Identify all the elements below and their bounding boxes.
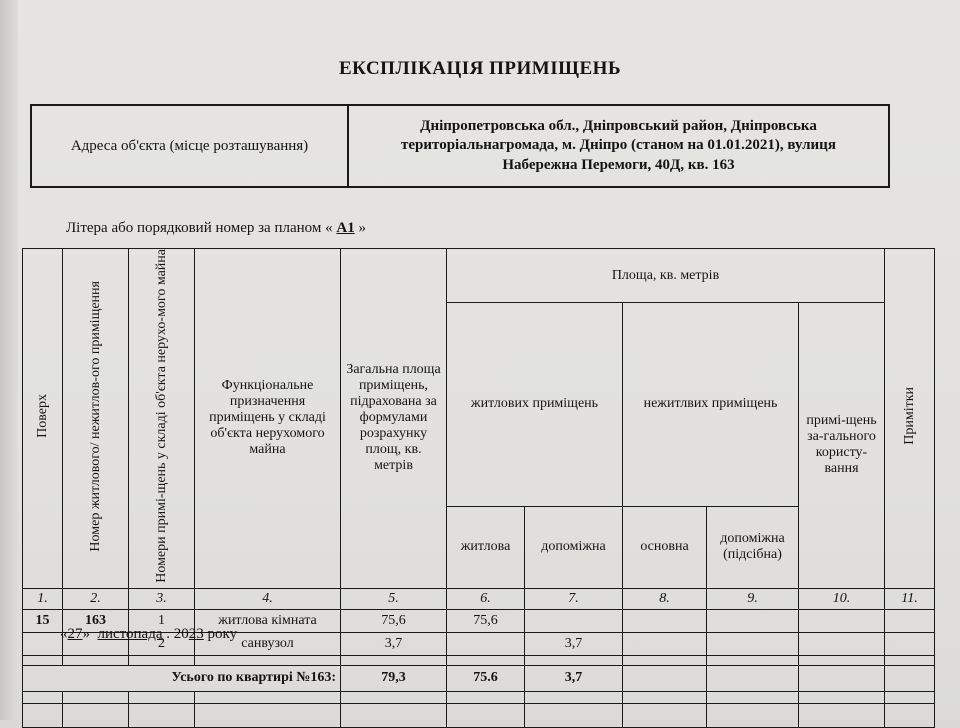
- col-num: 1.: [23, 588, 63, 609]
- header-auxiliary: допоміжна: [525, 506, 623, 588]
- col-num: 10.: [799, 588, 885, 609]
- date-month: листопада: [97, 626, 163, 642]
- cell-aux: 3,7: [525, 632, 623, 655]
- col-num: 11.: [885, 588, 935, 609]
- date-word: року: [207, 626, 238, 642]
- table-row: [23, 703, 935, 727]
- table-row: [23, 691, 935, 703]
- litera-value: А1: [336, 220, 355, 236]
- header-aux-sub: допоміжна (підсібна): [707, 506, 799, 588]
- col-num: 9.: [707, 588, 799, 609]
- header-floor: Поверх: [23, 249, 63, 589]
- cell-living: 75,6: [447, 609, 525, 632]
- cell-total: 75,6: [341, 609, 447, 632]
- cell-room: 2: [129, 632, 195, 655]
- header-main: основна: [623, 506, 707, 588]
- cell-room: 1: [129, 609, 195, 632]
- totals-row: [23, 665, 935, 691]
- header-total-area: Загальна площа приміщень, підрахована за формулами розрахунку площ, кв. метрів: [341, 249, 447, 589]
- col-num: 2.: [63, 588, 129, 609]
- totals-living: 75.6: [447, 665, 525, 691]
- header-notes: Примітки: [885, 249, 935, 589]
- explication-table: [22, 248, 935, 728]
- date-day: 27: [67, 626, 83, 642]
- table-row: [23, 655, 935, 665]
- document-date: «27» листопада . 2023 року: [60, 626, 238, 642]
- header-function: Функціональне призначення приміщень у складі об'єкта нерухомого майна: [195, 249, 341, 589]
- header-room-numbers: Номери примі-щень у складі об'єкта нерухо-мого майна: [129, 249, 195, 589]
- col-num: 5.: [341, 588, 447, 609]
- address-line-3: Набережна Перемоги, 40Д, кв. 163: [502, 156, 735, 173]
- address-label: Адреса об'єкта (місце розташування): [32, 106, 349, 186]
- header-residential: житлових приміщень: [447, 303, 623, 507]
- document-title: ЕКСПЛІКАЦІЯ ПРИМІЩЕНЬ: [338, 58, 622, 79]
- header-common: примі-щень за-гального користу-вання: [799, 303, 885, 589]
- address-line-1: Дніпропетровська обл., Дніпровський район, Дніпровська: [420, 117, 817, 134]
- cell-living: [447, 632, 525, 655]
- col-num: 6.: [447, 588, 525, 609]
- address-value: [349, 106, 888, 186]
- col-num: 4.: [195, 588, 341, 609]
- cell-apt: 163: [63, 609, 129, 632]
- page-fold: [0, 0, 18, 720]
- col-num: 3.: [129, 588, 195, 609]
- totals-label: Усього по квартирі №163:: [23, 665, 341, 691]
- col-num: 8.: [623, 588, 707, 609]
- header-apt-number: Номер житлового/ нежитлов-ого приміщення: [63, 249, 129, 589]
- cell-total: 3,7: [341, 632, 447, 655]
- cell-floor: 15: [23, 609, 63, 632]
- col-num: 7.: [525, 588, 623, 609]
- address-line-2: територіальнагромада, м. Дніпро (станом на 01.01.2021), вулиця: [401, 137, 836, 154]
- cell-floor: [23, 632, 63, 655]
- litera-line: [66, 220, 366, 237]
- cell-function: житлова кімната: [195, 609, 341, 632]
- address-box: [30, 104, 890, 188]
- totals-aux: 3,7: [525, 665, 623, 691]
- header-non-residential: нежитлвих приміщень: [623, 303, 799, 507]
- column-number-row: [23, 588, 935, 609]
- totals-total: 79,3: [341, 665, 447, 691]
- cell-aux: [525, 609, 623, 632]
- header-area-group: Площа, кв. метрів: [447, 249, 885, 303]
- litera-prefix: Літера або порядковий номер за планом «: [66, 220, 337, 236]
- cell-function: санвузол: [195, 632, 341, 655]
- litera-suffix: »: [354, 220, 366, 236]
- header-living: житлова: [447, 506, 525, 588]
- date-year-prefix: 20: [173, 626, 189, 642]
- date-year-suffix: 23: [188, 626, 204, 642]
